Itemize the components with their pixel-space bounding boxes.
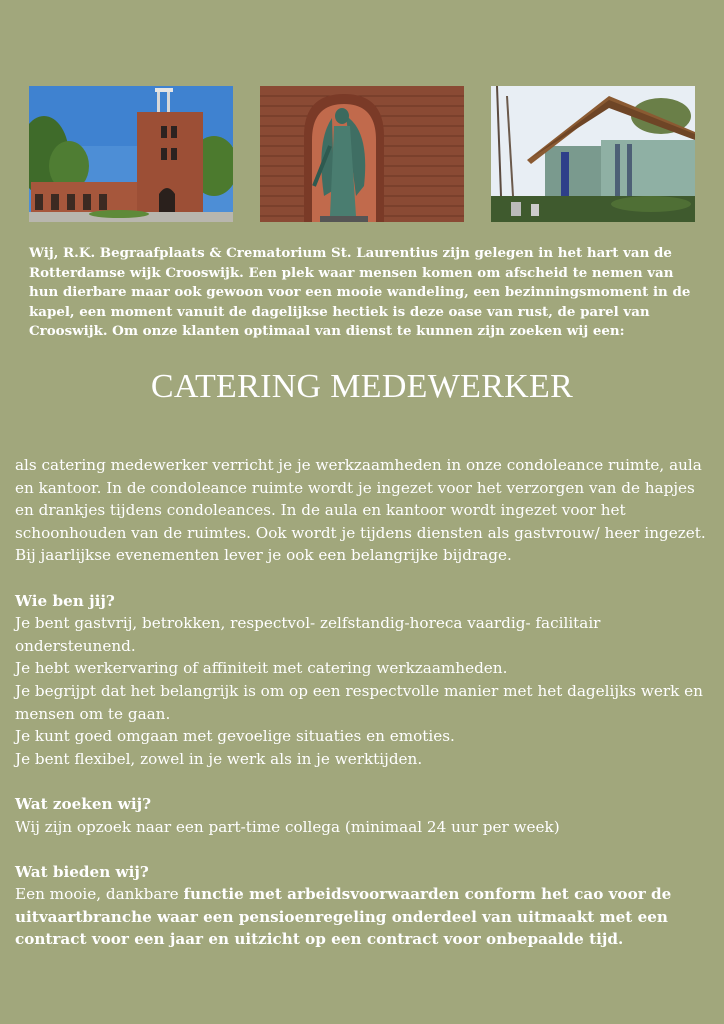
job-title: CATERING MEDEWERKER	[150, 368, 574, 405]
zoeken-heading: Wat zoeken wij?	[15, 794, 152, 813]
photo-strip	[29, 86, 695, 222]
wie-heading: Wie ben jij?	[15, 591, 115, 610]
intro-paragraph: Wij, R.K. Begraafplaats & Crematorium St. Laurentius zijn gelegen in het hart van de Rotterdamse wijk Crooswijk. Een plek waar mensen komen om afscheid te nemen van hun dierbare maar ook gewoon voor een mooie wandeling, een bezinningsmoment in de kapel, een moment vanuit de dagelijkse hectiek is deze oase van rust, de parel van Crooswijk. Om onze klanten optimaal van dienst te kunnen zijn zoeken wij een:	[29, 245, 691, 340]
wie-line: Je hebt werkervaring of affiniteit met catering werkzaamheden.	[15, 659, 508, 678]
wie-line: Je begrijpt dat het belangrijk is om op een respectvolle manier met het dagelijks werk en mensen om te gaan.	[15, 681, 703, 723]
wie-line: Je bent gastvrij, betrokken, respectvol- zelfstandig-horeca vaardig- facilitair ondersteunend.	[15, 614, 601, 655]
angel-statue-photo	[260, 86, 464, 222]
bieden-text	[15, 883, 715, 951]
bieden-heading: Wat bieden wij?	[15, 862, 149, 881]
bieden-text-intro: Een mooie, dankbare	[15, 885, 184, 904]
zoeken-text: Wij zijn opzoek naar een part-time collega (minimaal 24 uur per week)	[15, 817, 560, 836]
job-description: als catering medewerker verricht je je werkzaamheden in onze condoleance ruimte, aula en kantoor. In de condoleance ruimte wordt je ingezet voor het verzorgen van de hapjes en drankjes tijdens condoleances. In de aula en kantoor wordt ingezet voor het schoonhouden van de ruimtes. Ook wordt je tijdens diensten als gastvrouw/ heer ingezet. Bij jaarlijkse evenementen lever je ook een belangrijke bijdrage.	[15, 456, 706, 565]
vacancy-body	[15, 454, 715, 951]
chapel-tower-photo	[29, 86, 233, 222]
wie-line: Je bent flexibel, zowel in je werk als in je werktijden.	[15, 749, 423, 768]
crematorium-building-photo	[491, 86, 695, 222]
wie-line: Je kunt goed omgaan met gevoelige situaties en emoties.	[15, 727, 455, 746]
bieden-text-bold: functie met arbeidsvoorwaarden conform het cao voor de uitvaartbranche waar een pensioenregeling onderdeel van uitmaakt met een contract voor een jaar en uitzicht op een contract voor onbepaalde tijd.	[15, 885, 672, 949]
